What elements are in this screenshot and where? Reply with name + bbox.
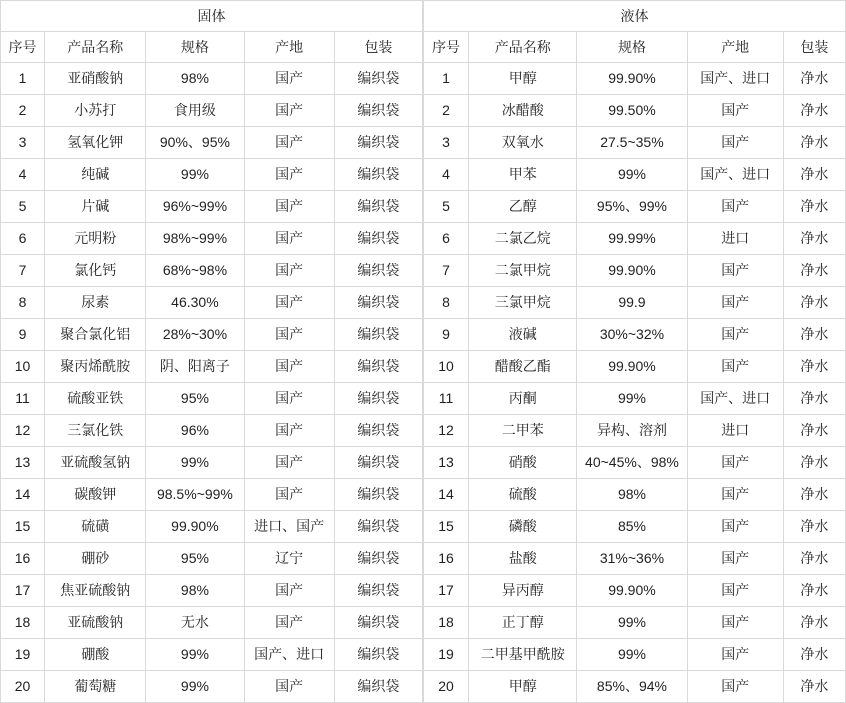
solid-col-product-name: 产品名称: [45, 32, 146, 63]
table-row: [1, 351, 423, 383]
liquid-col-spec: 规格: [577, 32, 687, 63]
cell-index: 13: [1, 447, 45, 479]
cell-index: 12: [424, 415, 469, 447]
liquid-col-package: 包装: [783, 32, 845, 63]
cell-origin: 国产、进口: [687, 159, 783, 191]
cell-package: 净水: [783, 479, 845, 511]
cell-spec: 31%~36%: [577, 543, 687, 575]
solid-col-spec: 规格: [146, 32, 244, 63]
cell-name: 二氯甲烷: [469, 255, 577, 287]
cell-index: 3: [424, 127, 469, 159]
cell-origin: 国产: [244, 191, 334, 223]
cell-spec: 96%: [146, 415, 244, 447]
cell-name: 聚丙烯酰胺: [45, 351, 146, 383]
cell-package: 编织袋: [334, 607, 422, 639]
cell-index: 10: [1, 351, 45, 383]
cell-package: 编织袋: [334, 543, 422, 575]
cell-name: 双氧水: [469, 127, 577, 159]
cell-index: 14: [1, 479, 45, 511]
cell-origin: 国产: [244, 95, 334, 127]
solid-group-title: 固体: [1, 1, 423, 32]
cell-package: 编织袋: [334, 223, 422, 255]
cell-origin: 国产: [244, 319, 334, 351]
cell-origin: 国产、进口: [244, 639, 334, 671]
cell-index: 9: [1, 319, 45, 351]
cell-spec: 99.99%: [577, 223, 687, 255]
table-row: [424, 511, 846, 543]
cell-name: 硝酸: [469, 447, 577, 479]
cell-spec: 食用级: [146, 95, 244, 127]
cell-package: 净水: [783, 159, 845, 191]
cell-origin: 国产: [244, 223, 334, 255]
cell-name: 硼砂: [45, 543, 146, 575]
cell-index: 19: [424, 639, 469, 671]
solid-col-index: 序号: [1, 32, 45, 63]
table-row: [424, 575, 846, 607]
table-row: [1, 159, 423, 191]
cell-spec: 99%: [146, 671, 244, 703]
cell-spec: 99%: [146, 639, 244, 671]
cell-origin: 国产: [687, 543, 783, 575]
cell-origin: 国产: [687, 671, 783, 703]
cell-spec: 27.5~35%: [577, 127, 687, 159]
cell-origin: 国产: [687, 479, 783, 511]
cell-spec: 99%: [577, 383, 687, 415]
cell-name: 盐酸: [469, 543, 577, 575]
cell-name: 三氯化铁: [45, 415, 146, 447]
cell-name: 硫酸亚铁: [45, 383, 146, 415]
cell-index: 6: [1, 223, 45, 255]
cell-name: 亚硫酸氢钠: [45, 447, 146, 479]
table-row: [424, 319, 846, 351]
cell-package: 编织袋: [334, 671, 422, 703]
table-row: [424, 639, 846, 671]
cell-index: 15: [424, 511, 469, 543]
cell-spec: 98.5%~99%: [146, 479, 244, 511]
cell-spec: 95%、99%: [577, 191, 687, 223]
cell-name: 甲苯: [469, 159, 577, 191]
cell-index: 15: [1, 511, 45, 543]
cell-package: 净水: [783, 575, 845, 607]
cell-name: 二氯乙烷: [469, 223, 577, 255]
cell-name: 尿素: [45, 287, 146, 319]
cell-index: 8: [424, 287, 469, 319]
cell-spec: 98%: [146, 63, 244, 95]
cell-package: 编织袋: [334, 415, 422, 447]
table-row: [424, 479, 846, 511]
cell-origin: 国产: [244, 447, 334, 479]
cell-origin: 国产: [244, 287, 334, 319]
liquid-group-title: 液体: [424, 1, 846, 32]
cell-origin: 国产: [244, 127, 334, 159]
cell-spec: 99.90%: [577, 575, 687, 607]
cell-origin: 进口、国产: [244, 511, 334, 543]
cell-name: 片碱: [45, 191, 146, 223]
cell-index: 4: [1, 159, 45, 191]
cell-spec: 40~45%、98%: [577, 447, 687, 479]
cell-spec: 99.90%: [146, 511, 244, 543]
cell-origin: 国产: [244, 415, 334, 447]
cell-package: 净水: [783, 63, 845, 95]
cell-origin: 国产: [687, 95, 783, 127]
cell-name: 葡萄糖: [45, 671, 146, 703]
cell-spec: 99.90%: [577, 63, 687, 95]
cell-spec: 99%: [577, 639, 687, 671]
cell-name: 磷酸: [469, 511, 577, 543]
cell-package: 编织袋: [334, 319, 422, 351]
cell-index: 5: [424, 191, 469, 223]
cell-origin: 国产: [244, 255, 334, 287]
cell-spec: 99.90%: [577, 255, 687, 287]
cell-spec: 98%: [577, 479, 687, 511]
table-row: [1, 95, 423, 127]
cell-origin: 国产: [244, 63, 334, 95]
cell-spec: 98%~99%: [146, 223, 244, 255]
cell-origin: 国产: [687, 255, 783, 287]
table-row: [424, 447, 846, 479]
cell-index: 20: [424, 671, 469, 703]
cell-origin: 国产: [244, 479, 334, 511]
table-row: [424, 415, 846, 447]
cell-spec: 46.30%: [146, 287, 244, 319]
cell-index: 14: [424, 479, 469, 511]
cell-spec: 99%: [146, 447, 244, 479]
cell-index: 11: [1, 383, 45, 415]
cell-origin: 国产: [244, 607, 334, 639]
table-row: [1, 415, 423, 447]
cell-index: 17: [424, 575, 469, 607]
cell-name: 异丙醇: [469, 575, 577, 607]
cell-package: 净水: [783, 543, 845, 575]
cell-package: 净水: [783, 287, 845, 319]
cell-origin: 国产: [687, 319, 783, 351]
cell-origin: 国产: [244, 671, 334, 703]
cell-name: 亚硫酸钠: [45, 607, 146, 639]
cell-package: 净水: [783, 95, 845, 127]
table-row: [424, 95, 846, 127]
cell-index: 4: [424, 159, 469, 191]
cell-origin: 国产: [687, 607, 783, 639]
table-row: [424, 607, 846, 639]
cell-name: 聚合氯化铝: [45, 319, 146, 351]
cell-spec: 68%~98%: [146, 255, 244, 287]
cell-origin: 国产: [244, 383, 334, 415]
cell-index: 10: [424, 351, 469, 383]
cell-package: 净水: [783, 671, 845, 703]
cell-package: 净水: [783, 639, 845, 671]
cell-package: 编织袋: [334, 479, 422, 511]
cell-origin: 国产: [687, 575, 783, 607]
cell-origin: 国产、进口: [687, 63, 783, 95]
solid-table-body: [1, 63, 423, 703]
table-row: [1, 479, 423, 511]
cell-name: 亚硝酸钠: [45, 63, 146, 95]
liquid-products-table: [423, 0, 846, 703]
cell-spec: 阴、阳离子: [146, 351, 244, 383]
cell-index: 5: [1, 191, 45, 223]
cell-name: 丙酮: [469, 383, 577, 415]
cell-spec: 90%、95%: [146, 127, 244, 159]
cell-origin: 国产: [687, 511, 783, 543]
table-row: [424, 223, 846, 255]
table-row: [1, 575, 423, 607]
cell-spec: 85%、94%: [577, 671, 687, 703]
liquid-header-row: [424, 32, 846, 63]
solid-header-row: [1, 32, 423, 63]
cell-index: 16: [1, 543, 45, 575]
table-row: [424, 191, 846, 223]
cell-name: 醋酸乙酯: [469, 351, 577, 383]
cell-index: 9: [424, 319, 469, 351]
table-row: [1, 255, 423, 287]
table-row: [1, 511, 423, 543]
table-row: [1, 543, 423, 575]
cell-index: 20: [1, 671, 45, 703]
table-row: [1, 639, 423, 671]
table-row: [424, 63, 846, 95]
liquid-table-body: [424, 63, 846, 703]
cell-index: 18: [424, 607, 469, 639]
cell-index: 17: [1, 575, 45, 607]
table-row: [1, 287, 423, 319]
cell-spec: 85%: [577, 511, 687, 543]
cell-index: 11: [424, 383, 469, 415]
cell-name: 小苏打: [45, 95, 146, 127]
table-row: [424, 255, 846, 287]
cell-origin: 国产: [244, 159, 334, 191]
table-row: [424, 543, 846, 575]
table-row: [1, 607, 423, 639]
cell-name: 氯化钙: [45, 255, 146, 287]
table-row: [1, 223, 423, 255]
cell-origin: 国产: [687, 191, 783, 223]
cell-name: 三氯甲烷: [469, 287, 577, 319]
cell-origin: 国产、进口: [687, 383, 783, 415]
cell-name: 正丁醇: [469, 607, 577, 639]
cell-name: 元明粉: [45, 223, 146, 255]
cell-package: 编织袋: [334, 287, 422, 319]
cell-index: 18: [1, 607, 45, 639]
cell-name: 冰醋酸: [469, 95, 577, 127]
cell-package: 编织袋: [334, 127, 422, 159]
liquid-col-product-name: 产品名称: [469, 32, 577, 63]
cell-package: 编织袋: [334, 255, 422, 287]
table-row: [1, 319, 423, 351]
cell-origin: 进口: [687, 415, 783, 447]
table-row: [1, 447, 423, 479]
cell-origin: 国产: [687, 287, 783, 319]
cell-index: 3: [1, 127, 45, 159]
cell-package: 净水: [783, 319, 845, 351]
cell-index: 1: [1, 63, 45, 95]
cell-package: 净水: [783, 255, 845, 287]
cell-package: 编织袋: [334, 639, 422, 671]
cell-index: 2: [1, 95, 45, 127]
table-row: [1, 383, 423, 415]
cell-spec: 99.50%: [577, 95, 687, 127]
cell-name: 氢氧化钾: [45, 127, 146, 159]
cell-origin: 辽宁: [244, 543, 334, 575]
cell-index: 13: [424, 447, 469, 479]
cell-name: 硫磺: [45, 511, 146, 543]
cell-origin: 国产: [687, 351, 783, 383]
cell-name: 二甲苯: [469, 415, 577, 447]
cell-package: 净水: [783, 127, 845, 159]
solid-group-title-row: [1, 1, 423, 32]
cell-index: 7: [424, 255, 469, 287]
cell-spec: 异构、溶剂: [577, 415, 687, 447]
cell-name: 碳酸钾: [45, 479, 146, 511]
cell-package: 编织袋: [334, 191, 422, 223]
cell-spec: 28%~30%: [146, 319, 244, 351]
cell-name: 硫酸: [469, 479, 577, 511]
cell-spec: 98%: [146, 575, 244, 607]
liquid-col-index: 序号: [424, 32, 469, 63]
cell-name: 甲醇: [469, 671, 577, 703]
cell-index: 8: [1, 287, 45, 319]
cell-origin: 国产: [244, 351, 334, 383]
cell-index: 16: [424, 543, 469, 575]
cell-spec: 99%: [146, 159, 244, 191]
cell-name: 硼酸: [45, 639, 146, 671]
cell-name: 乙醇: [469, 191, 577, 223]
table-row: [1, 63, 423, 95]
cell-package: 编织袋: [334, 63, 422, 95]
cell-spec: 96%~99%: [146, 191, 244, 223]
cell-spec: 99%: [577, 159, 687, 191]
cell-package: 净水: [783, 383, 845, 415]
cell-package: 净水: [783, 511, 845, 543]
cell-package: 编织袋: [334, 511, 422, 543]
cell-package: 编织袋: [334, 575, 422, 607]
solid-col-package: 包装: [334, 32, 422, 63]
table-row: [424, 351, 846, 383]
cell-package: 编织袋: [334, 383, 422, 415]
cell-index: 19: [1, 639, 45, 671]
liquid-col-origin: 产地: [687, 32, 783, 63]
table-row: [424, 671, 846, 703]
cell-package: 净水: [783, 447, 845, 479]
table-row: [1, 127, 423, 159]
cell-spec: 95%: [146, 383, 244, 415]
cell-spec: 95%: [146, 543, 244, 575]
cell-package: 净水: [783, 415, 845, 447]
cell-index: 6: [424, 223, 469, 255]
table-row: [424, 159, 846, 191]
cell-name: 液碱: [469, 319, 577, 351]
cell-spec: 99%: [577, 607, 687, 639]
table-row: [1, 191, 423, 223]
cell-spec: 99.90%: [577, 351, 687, 383]
table-row: [424, 287, 846, 319]
cell-index: 1: [424, 63, 469, 95]
cell-package: 编织袋: [334, 351, 422, 383]
table-row: [1, 671, 423, 703]
cell-package: 净水: [783, 223, 845, 255]
cell-spec: 无水: [146, 607, 244, 639]
cell-origin: 国产: [687, 447, 783, 479]
solid-col-origin: 产地: [244, 32, 334, 63]
cell-index: 7: [1, 255, 45, 287]
cell-origin: 国产: [687, 639, 783, 671]
cell-index: 12: [1, 415, 45, 447]
cell-origin: 国产: [244, 575, 334, 607]
cell-origin: 国产: [687, 127, 783, 159]
cell-package: 编织袋: [334, 159, 422, 191]
cell-name: 纯碱: [45, 159, 146, 191]
cell-package: 净水: [783, 607, 845, 639]
cell-package: 净水: [783, 191, 845, 223]
table-row: [424, 127, 846, 159]
cell-package: 净水: [783, 351, 845, 383]
cell-origin: 进口: [687, 223, 783, 255]
cell-index: 2: [424, 95, 469, 127]
cell-name: 焦亚硫酸钠: [45, 575, 146, 607]
cell-spec: 99.9: [577, 287, 687, 319]
cell-name: 甲醇: [469, 63, 577, 95]
table-row: [424, 383, 846, 415]
cell-package: 编织袋: [334, 95, 422, 127]
cell-spec: 30%~32%: [577, 319, 687, 351]
cell-package: 编织袋: [334, 447, 422, 479]
liquid-group-title-row: [424, 1, 846, 32]
cell-name: 二甲基甲酰胺: [469, 639, 577, 671]
